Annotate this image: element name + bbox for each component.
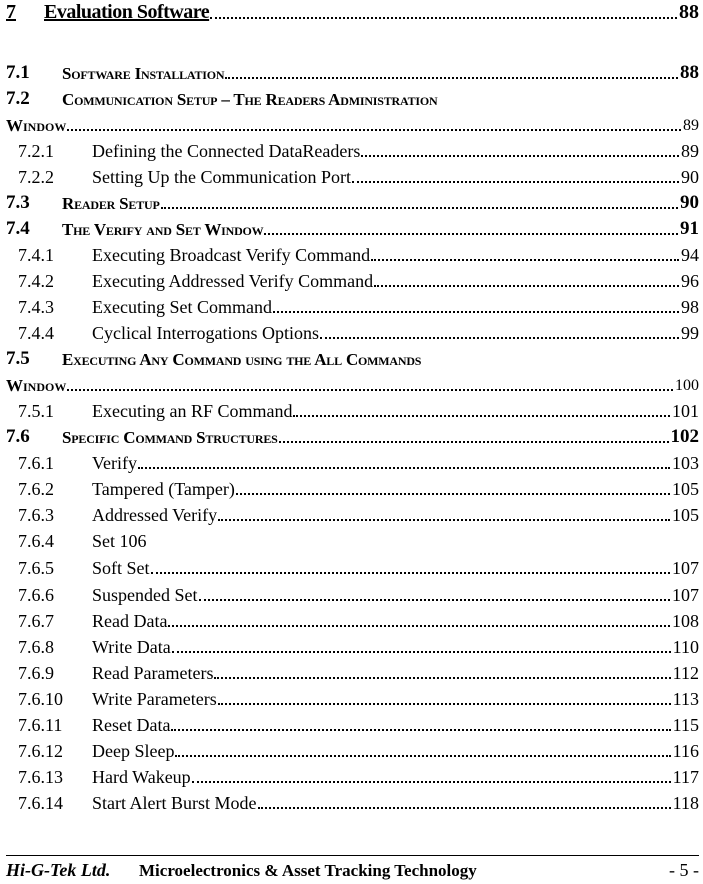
toc-entry-title: Suspended Set	[92, 585, 198, 605]
toc-entry[interactable]	[0, 686, 703, 710]
toc-entry-title: Soft Set	[92, 558, 150, 578]
toc-entry-number: 7.2.1	[18, 141, 54, 161]
toc-entry-title: Specific Command Structures	[62, 428, 278, 447]
toc-entry-number: 7.4.3	[18, 297, 54, 317]
toc-entry-number: 7.4.4	[18, 323, 54, 343]
toc-entry-page: 102	[670, 426, 699, 447]
toc-dot-leader	[199, 599, 671, 601]
toc-entry-title: Set 106	[92, 531, 147, 551]
toc-entry-page: 94	[681, 245, 699, 265]
toc-entry-page: 101	[672, 401, 699, 421]
toc-entry[interactable]	[0, 528, 703, 552]
toc-entry-number: 7.6	[6, 426, 30, 447]
toc-entry-number: 7.4.2	[18, 271, 54, 291]
toc-entry-title: Evaluation Software	[44, 1, 210, 23]
toc-entry[interactable]	[0, 660, 703, 684]
toc-entry-title: Reader Setup	[62, 194, 160, 213]
toc-entry-title: Hard Wakeup	[92, 767, 191, 787]
toc-entry[interactable]	[0, 634, 703, 658]
toc-entry-page: 96	[681, 271, 699, 291]
toc-entry-title: Deep Sleep	[92, 741, 175, 761]
footer-company: Hi-G-Tek Ltd.	[6, 860, 111, 880]
toc-entry-page: 89	[681, 141, 699, 161]
toc-entry[interactable]	[0, 164, 703, 188]
toc-dot-leader	[138, 467, 670, 469]
toc-entry-page: 113	[672, 689, 699, 709]
toc-entry[interactable]	[0, 790, 703, 814]
toc-entry-title: Reset Data	[92, 715, 171, 735]
toc-entry-number: 7.6.5	[18, 558, 54, 578]
toc-entry-title: Tampered (Tamper)	[92, 479, 235, 499]
toc-entry-number: 7.5	[6, 348, 30, 369]
toc-dot-leader	[293, 415, 670, 417]
toc-entry[interactable]	[0, 555, 703, 579]
toc-entry[interactable]	[0, 190, 703, 214]
toc-entry[interactable]	[0, 608, 703, 632]
toc-dot-leader	[218, 519, 670, 521]
toc-entry-title: The Verify and Set Window	[62, 220, 264, 239]
toc-entry-page: 110	[672, 637, 699, 657]
toc-entry-page: 90	[681, 167, 699, 187]
toc-entry-number: 7	[6, 1, 16, 23]
toc-entry-number: 7.6.11	[18, 715, 63, 735]
toc-entry-title: Executing Set Command	[92, 297, 272, 317]
toc-entry[interactable]	[0, 764, 703, 788]
toc-entry-page: 112	[672, 663, 699, 683]
toc-entry[interactable]	[0, 60, 703, 84]
toc-entry[interactable]	[0, 294, 703, 318]
toc-entry-title: Window	[6, 376, 67, 395]
toc-entry-page: 117	[672, 767, 699, 787]
toc-entry-title: Setting Up the Communication Port	[92, 167, 351, 187]
toc-dot-leader	[168, 625, 670, 627]
toc-dot-leader	[279, 441, 669, 443]
toc-entry-number: 7.2	[6, 88, 30, 109]
toc-entry-number: 7.6.3	[18, 505, 54, 525]
toc-entry[interactable]	[0, 712, 703, 736]
toc-entry-title: Write Parameters	[92, 689, 217, 709]
toc-entry-number: 7.1	[6, 62, 30, 83]
toc-entry-title: Addressed Verify	[92, 505, 218, 525]
toc-dot-leader	[258, 807, 671, 809]
toc-entry-page: 103	[672, 453, 699, 473]
toc-entry[interactable]	[0, 268, 703, 292]
toc-entry-title: Executing an RF Command	[92, 401, 293, 421]
toc-entry[interactable]	[0, 242, 703, 266]
toc-dot-leader	[273, 311, 679, 313]
toc-dot-leader	[67, 129, 681, 131]
toc-entry-title: Software Installation	[62, 64, 225, 83]
toc-entry-number: 7.6.6	[18, 585, 54, 605]
toc-entry-page: 98	[681, 297, 699, 317]
toc-entry[interactable]	[0, 476, 703, 500]
toc-entry[interactable]	[0, 0, 703, 24]
toc-entry[interactable]	[0, 86, 703, 110]
toc-dot-leader	[218, 703, 671, 705]
toc-dot-leader	[161, 207, 678, 209]
toc-entry-page: 105	[672, 505, 699, 525]
toc-dot-leader	[67, 389, 673, 391]
toc-dot-leader	[151, 572, 670, 574]
toc-entry[interactable]	[0, 582, 703, 606]
toc-dot-leader	[175, 755, 670, 757]
toc-entry-number: 7.6.12	[18, 741, 63, 761]
toc-entry[interactable]	[0, 738, 703, 762]
toc-entry-number: 7.4.1	[18, 245, 54, 265]
toc-dot-leader	[374, 285, 679, 287]
toc-dot-leader	[264, 233, 678, 235]
toc-entry[interactable]	[0, 372, 703, 396]
toc-dot-leader	[210, 17, 677, 19]
toc-entry[interactable]	[0, 216, 703, 240]
toc-dot-leader	[320, 337, 679, 339]
toc-entry-page: 108	[672, 611, 699, 631]
toc-entry-page: 88	[680, 62, 699, 83]
toc-entry-title: Read Data	[92, 611, 168, 631]
toc-dot-leader	[172, 651, 671, 653]
toc-entry-page: 89	[683, 117, 699, 134]
toc-dot-leader	[225, 77, 678, 79]
toc-entry[interactable]	[0, 398, 703, 422]
footer-rule	[6, 855, 699, 856]
toc-entry-number: 7.6.4	[18, 531, 54, 551]
toc-entry-page: 91	[680, 218, 699, 239]
toc-entry-page: 90	[680, 192, 699, 213]
toc-entry[interactable]	[0, 424, 703, 448]
toc-entry-number: 7.4	[6, 218, 30, 239]
toc-entry-number: 7.5.1	[18, 401, 54, 421]
toc-dot-leader	[236, 493, 670, 495]
toc-entry-title: Window	[6, 116, 67, 135]
toc-entry[interactable]	[0, 320, 703, 344]
toc-entry-title: Defining the Connected DataReaders	[92, 141, 361, 161]
toc-entry-page: 118	[672, 793, 699, 813]
page-footer	[6, 858, 699, 884]
toc-entry-page: 107	[672, 585, 699, 605]
toc-entry-number: 7.6.2	[18, 479, 54, 499]
toc-entry-title: Executing Any Command using the All Commands	[62, 350, 422, 369]
toc-entry-title: Verify	[92, 453, 137, 473]
toc-entry-page: 88	[679, 1, 699, 23]
toc-entry-title: Executing Broadcast Verify Command	[92, 245, 371, 265]
toc-entry-number: 7.6.13	[18, 767, 63, 787]
toc-entry-number: 7.6.10	[18, 689, 63, 709]
toc-dot-leader	[352, 181, 679, 183]
toc-entry-number: 7.6.7	[18, 611, 54, 631]
toc-dot-leader	[192, 781, 671, 783]
footer-page-number: - 5 -	[669, 860, 699, 880]
toc-dot-leader	[361, 155, 679, 157]
toc-entry-number: 7.3	[6, 192, 30, 213]
toc-entry-title: Write Data	[92, 637, 171, 657]
toc-dot-leader	[214, 677, 670, 679]
toc-entry-title: Executing Addressed Verify Command	[92, 271, 374, 291]
toc-entry[interactable]	[0, 502, 703, 526]
toc-entry-title: Cyclical Interrogations Options	[92, 323, 319, 343]
toc-entry[interactable]	[0, 138, 703, 162]
toc-dot-leader	[171, 729, 670, 731]
toc-entry-page: 105	[672, 479, 699, 499]
toc-entry-page: 100	[675, 377, 699, 394]
toc-entry-number: 7.6.14	[18, 793, 63, 813]
toc-entry-number: 7.6.9	[18, 663, 54, 683]
toc-entry[interactable]	[0, 346, 703, 370]
toc-entry-page: 107	[672, 558, 699, 578]
footer-tagline: Microelectronics & Asset Tracking Technology	[139, 861, 477, 880]
toc-entry-number: 7.6.1	[18, 453, 54, 473]
toc-entry-number: 7.6.8	[18, 637, 54, 657]
toc-entry-title: Start Alert Burst Mode	[92, 793, 257, 813]
toc-entry-page: 115	[672, 715, 699, 735]
toc-entry-page: 99	[681, 323, 699, 343]
toc-entry-title: Read Parameters	[92, 663, 214, 683]
toc-entry-page: 116	[672, 741, 699, 761]
toc-dot-leader	[371, 259, 679, 261]
toc-entry[interactable]	[0, 112, 703, 136]
toc-entry-title: Communication Setup – The Readers Administration	[62, 90, 438, 109]
toc-entry[interactable]	[0, 450, 703, 474]
toc-entry-number: 7.2.2	[18, 167, 54, 187]
